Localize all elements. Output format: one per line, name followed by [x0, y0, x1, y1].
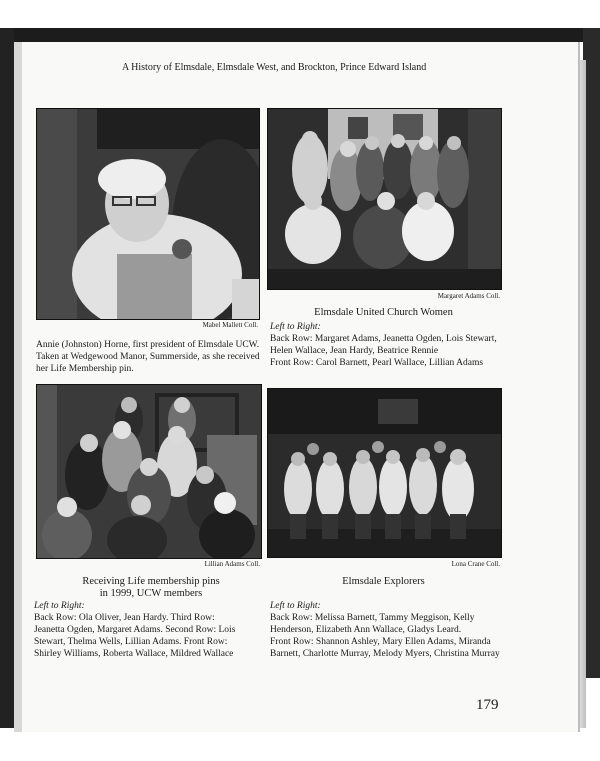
- caption-line: Barnett, Charlotte Murray, Melody Myers, Christina Murray: [270, 649, 500, 659]
- caption-horne: [36, 339, 262, 375]
- caption-line: Annie (Johnston) Horne, first president of Elmsdale UCW.: [36, 340, 260, 350]
- caption-line: Taken at Wedgewood Manor, Summerside, as she received: [36, 352, 260, 362]
- photo-credit-horne: Mabel Mallett Coll.: [202, 321, 258, 329]
- photo-explorers-image: [268, 389, 501, 557]
- caption-church-women: [270, 321, 502, 369]
- photo-life-pins: [36, 384, 262, 559]
- binder-top-edge: [0, 28, 600, 42]
- photo-credit-church-women: Margaret Adams Coll.: [437, 292, 500, 300]
- photo-church-women-image: [268, 109, 501, 289]
- caption-explorers: [270, 600, 502, 660]
- running-head: A History of Elmsdale, Elmsdale West, and Brockton, Prince Edward Island: [122, 62, 427, 73]
- caption-line: Shirley Williams, Roberta Wallace, Mildred Wallace: [34, 649, 234, 659]
- caption-line: her Life Membership pin.: [36, 364, 134, 374]
- caption-line: Back Row: Margaret Adams, Jeanetta Ogden, Lois Stewart,: [270, 334, 497, 344]
- caption-line: Back Row: Melissa Barnett, Tammy Meggison, Kelly: [270, 613, 475, 623]
- caption-title-line: in 1999, UCW members: [99, 588, 203, 599]
- caption-lead: Left to Right:: [270, 601, 321, 611]
- caption-title-life-pins: [36, 576, 266, 600]
- caption-line: Helen Wallace, Jean Hardy, Beatrice Rennie: [270, 346, 439, 356]
- caption-title-explorers: Elmsdale Explorers: [342, 576, 425, 587]
- caption-lead: Left to Right:: [34, 601, 85, 611]
- page-number: 179: [476, 697, 499, 713]
- caption-title-line: Receiving Life membership pins: [82, 576, 220, 587]
- caption-line: Jeanetta Ogden, Margaret Adams. Second Row: Lois: [34, 625, 236, 635]
- photo-explorers: [267, 388, 502, 558]
- photo-life-pins-image: [37, 385, 261, 558]
- binder-left-edge: [0, 28, 14, 728]
- caption-line: Front Row: Shannon Ashley, Mary Ellen Adams, Miranda: [270, 637, 491, 647]
- caption-line: Front Row: Carol Barnett, Pearl Wallace, Lillian Adams: [270, 358, 484, 368]
- caption-title-church-women: Elmsdale United Church Women: [314, 307, 453, 318]
- photo-annie-horne: [36, 108, 260, 320]
- photo-credit-life-pins: Lillian Adams Coll.: [204, 560, 260, 568]
- photo-annie-horne-image: [37, 109, 259, 319]
- photo-credit-explorers: Lona Crane Coll.: [451, 560, 500, 568]
- caption-line: Back Row: Ola Oliver, Jean Hardy. Third Row:: [34, 613, 215, 623]
- caption-lead: Left to Right:: [270, 322, 321, 332]
- photo-church-women: [267, 108, 502, 290]
- caption-line: Henderson, Elizabeth Ann Wallace, Gladys Leard.: [270, 625, 462, 635]
- caption-life-pins: [34, 600, 266, 660]
- caption-line: Stewart, Thelma Wells, Lillian Adams. Front Row:: [34, 637, 228, 647]
